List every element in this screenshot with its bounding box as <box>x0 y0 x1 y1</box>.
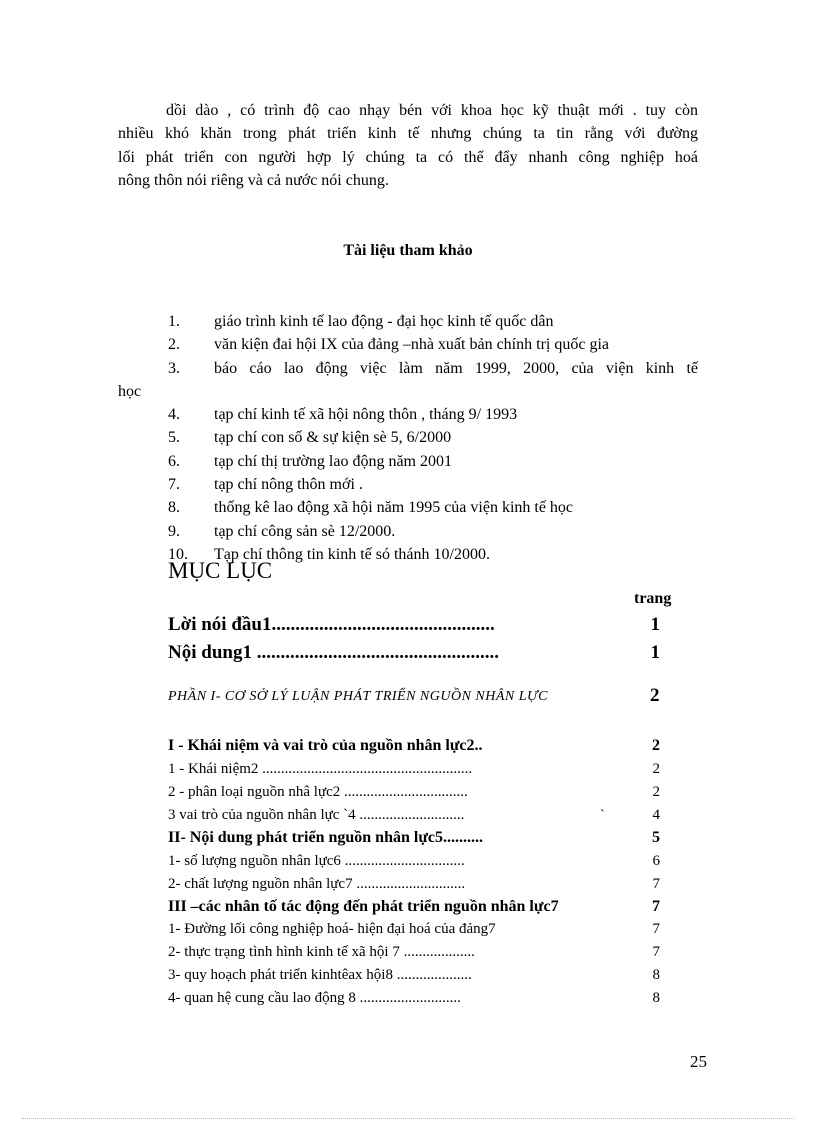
toc-entry-page: 5 <box>652 829 660 846</box>
toc-entry-label: 3- quy hoạch phát triển kinhtêax hội8 .................... <box>168 967 472 983</box>
footer-divider <box>22 1118 794 1119</box>
toc-entry-label: 2- thực trạng tình hình kinh tế xã hội 7 ................... <box>168 944 475 960</box>
reference-number: 1. <box>168 313 180 330</box>
toc-page-column-header: trang <box>634 590 672 607</box>
toc-entry-page: 7 <box>652 944 660 960</box>
toc-entry-label: I - Khái niệm và vai trò của nguồn nhân lực2.. <box>168 737 483 754</box>
reference-number: 2. <box>168 336 180 354</box>
toc-entry-page: 2 <box>650 685 660 706</box>
reference-item <box>118 403 698 426</box>
reference-text: thống kê lao động xã hội năm 1995 của viện kinh tế học <box>214 499 574 517</box>
reference-text: văn kiện đai hội IX của đảng –nhà xuất bản chính trị quốc gia <box>214 336 609 354</box>
toc-entry-label: 2- chất lượng nguồn nhân lực7 ............................. <box>168 876 466 892</box>
reference-number: 6. <box>168 452 180 470</box>
toc-entry-page: 8 <box>652 990 660 1006</box>
toc-entry-label: 1- Đường lối công nghiệp hoá- hiện đại hoá của đảng7 <box>168 921 496 937</box>
toc-title: MỤC LỤC <box>168 558 273 583</box>
toc-entry-label: Lời nói đầu1............................................... <box>168 614 495 635</box>
toc-entry-page: 8 <box>652 967 660 983</box>
reference-item <box>118 520 698 543</box>
reference-number: 10. <box>168 545 188 563</box>
reference-item <box>118 357 698 404</box>
toc-entry-page: 7 <box>652 876 660 892</box>
reference-number: 3. <box>168 359 180 377</box>
toc-entry-label: 2 - phân loại nguồn nhâ lực2 ................................. <box>168 784 468 800</box>
toc-entry-label: 3 vai trò của nguồn nhân lực `4 ............................ <box>168 807 465 823</box>
reference-text-continued: học <box>118 382 142 400</box>
toc-entry-page: 1 <box>650 614 660 635</box>
toc-entry-page: 6 <box>652 853 660 869</box>
references-list <box>118 310 698 566</box>
reference-text: tạp chí công sản sè 12/2000. <box>214 522 396 540</box>
reference-text: tạp chí thị trường lao động năm 2001 <box>214 452 452 470</box>
reference-number: 8. <box>168 499 180 517</box>
toc-entry-label: III –các nhân tố tác động đến phát triển nguồn nhân lực7 <box>168 898 559 915</box>
toc-entry-label: PHẦN I- CƠ SỞ LÝ LUẬN PHÁT TRIỂN NGUỒN NHÂN LỰC <box>168 689 548 704</box>
toc-entry-page: 1 <box>650 642 660 663</box>
reference-text: báo cáo lao động việc làm năm 1999, 2000, của viện kinh tế <box>214 359 698 377</box>
toc-entry-page: 7 <box>652 898 660 915</box>
stray-mark: ` <box>600 808 605 823</box>
reference-text: Tạp chí thông tin kinh tế só thánh 10/2000. <box>214 545 490 563</box>
reference-item <box>118 496 698 519</box>
toc-entry-label: 4- quan hệ cung cầu lao động 8 ........................... <box>168 990 461 1006</box>
intro-line: lối phát triển con người hợp lý chúng ta có thể đẩy nhanh công nghiệp hoá <box>118 148 698 166</box>
reference-text: tạp chí kinh tế xã hội nông thôn , tháng 9/ 1993 <box>214 406 518 424</box>
reference-item <box>118 450 698 473</box>
references-title: Tài liệu tham khảo <box>343 242 473 259</box>
toc-entry-page: 2 <box>652 784 660 800</box>
toc-entry-label: 1 - Khái niệm2 ........................................................ <box>168 761 473 777</box>
toc-entry-label: Nội dung1 ................................................... <box>168 642 499 663</box>
toc-entry-page: 7 <box>652 921 660 937</box>
reference-item <box>118 473 698 496</box>
reference-number: 4. <box>168 406 180 424</box>
reference-text: tạp chí con số & sự kiện sè 5, 6/2000 <box>214 429 452 447</box>
intro-paragraph <box>118 99 698 192</box>
toc-entry-label: 1- số lượng nguồn nhân lực6 ................................ <box>168 853 465 869</box>
intro-line: dồi dào , có trình độ cao nhạy bén với khoa học kỹ thuật mới . tuy còn <box>166 102 698 119</box>
intro-line: nông thôn nói riêng và cả nước nói chung. <box>118 171 389 189</box>
toc-entry-page: 2 <box>652 737 660 754</box>
toc-entry-page: 4 <box>652 807 660 823</box>
reference-item <box>118 310 698 333</box>
reference-text: giáo trình kinh tế lao động - đại học kinh tế quốc dân <box>214 313 554 330</box>
intro-line: nhiều khó khăn trong phát triển kinh tế nhưng chúng ta tin rằng với đường <box>118 125 698 143</box>
reference-text: tạp chí nông thôn mới . <box>214 476 363 494</box>
reference-number: 7. <box>168 476 180 494</box>
reference-item <box>118 426 698 449</box>
toc-entry-label: II- Nội dung phát triển nguồn nhân lực5.......... <box>168 829 484 846</box>
reference-item <box>118 333 698 356</box>
page-number: 25 <box>690 1052 707 1071</box>
reference-number: 9. <box>168 522 180 540</box>
reference-number: 5. <box>168 429 180 447</box>
toc-entry-page: 2 <box>652 761 660 777</box>
